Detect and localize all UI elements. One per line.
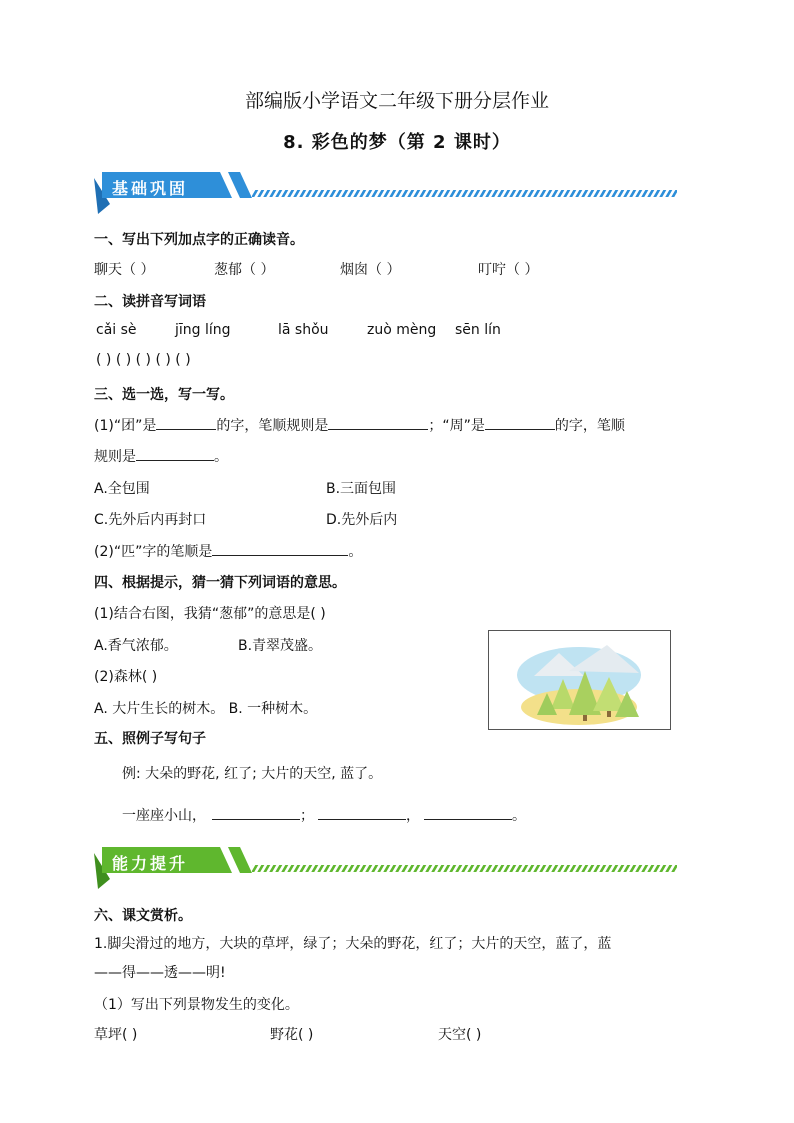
q5-example: 例: 大朵的野花, 红了; 大片的天空, 蓝了。 bbox=[122, 766, 383, 782]
q5-blank-2[interactable] bbox=[318, 805, 406, 820]
banner-advanced-label: 能力提升 bbox=[112, 854, 189, 873]
q4-sub2: (2)森林( ) bbox=[94, 669, 158, 685]
q3-blank-4[interactable] bbox=[136, 446, 214, 461]
forest-illustration bbox=[488, 630, 671, 730]
q5-blank-3[interactable] bbox=[424, 805, 512, 820]
q1-item-4: 叮咛（ ） bbox=[478, 262, 539, 278]
q5-blank-1[interactable] bbox=[212, 805, 300, 820]
q3-part1-line2 bbox=[94, 446, 228, 466]
q6-sub1: （1）写出下列景物发生的变化。 bbox=[94, 997, 299, 1013]
q3-text-d: 的字，笔顺 bbox=[554, 418, 625, 434]
q2-pinyin-5: sēn lín bbox=[455, 322, 501, 338]
q5-prompt: 一座座小山， bbox=[122, 808, 206, 824]
q3-blank-1[interactable] bbox=[156, 415, 216, 430]
q2-pinyin-2: jīng líng bbox=[175, 322, 231, 338]
q6-field-sky: 天空( ) bbox=[438, 1027, 482, 1043]
q3-blank-3[interactable] bbox=[485, 415, 555, 430]
q1-item-3: 烟囱（ ） bbox=[340, 262, 401, 278]
q3-part2 bbox=[94, 541, 362, 561]
q6-heading: 六、课文赏析。 bbox=[94, 908, 192, 924]
q5-answer-line bbox=[122, 805, 526, 825]
q6-passage-line2: ——得——透——明! bbox=[94, 965, 226, 981]
q6-passage-line1: 1.脚尖滑过的地方，大块的草坪，绿了；大朵的野花，红了；大片的天空，蓝了，蓝 bbox=[94, 936, 612, 952]
banner-basic-label: 基础巩固 bbox=[112, 179, 189, 198]
q5-heading: 五、照例子写句子 bbox=[94, 731, 206, 747]
q3-blank-2[interactable] bbox=[328, 415, 428, 430]
q2-pinyin-1: cǎi sè bbox=[96, 322, 137, 338]
q2-heading: 二、读拼音写词语 bbox=[94, 294, 206, 310]
q3-text-b: 的字，笔顺规则是 bbox=[216, 418, 329, 434]
q5-end: 。 bbox=[512, 808, 526, 824]
lesson-subtitle: 8. 彩色的梦（第 2 课时） bbox=[283, 132, 511, 153]
q3-text-e: 规则是 bbox=[94, 449, 136, 465]
q3-text-f: 。 bbox=[214, 449, 228, 465]
q3-p2-text-a: (2)“匹”字的笔顺是 bbox=[94, 544, 213, 560]
q3-option-d: D.先外后内 bbox=[326, 512, 398, 528]
q3-option-c: C.先外后内再封口 bbox=[94, 512, 207, 528]
q1-item-2: 葱郁（ ） bbox=[214, 262, 275, 278]
q2-pinyin-3: lā shǒu bbox=[278, 322, 329, 338]
q2-pinyin-4: zuò mèng bbox=[367, 322, 437, 338]
page-title: 部编版小学语文二年级下册分层作业 bbox=[244, 90, 549, 112]
q5-sep-2: ， bbox=[406, 808, 420, 824]
q4-heading: 四、根据提示，猜一猜下列词语的意思。 bbox=[94, 575, 346, 591]
q4-sub1-option-b: B.青翠茂盛。 bbox=[238, 638, 323, 654]
q5-sep-1: ； bbox=[300, 808, 314, 824]
q3-heading: 三、选一选，写一写。 bbox=[94, 387, 234, 403]
q3-option-a: A.全包围 bbox=[94, 481, 150, 497]
q6-field-flowers: 野花( ) bbox=[270, 1027, 314, 1043]
section-banner-advanced bbox=[94, 843, 679, 889]
q3-text-a: (1)“团”是 bbox=[94, 418, 157, 434]
q1-item-1: 聊天（ ） bbox=[94, 262, 155, 278]
q3-text-c: ；“周”是 bbox=[428, 418, 485, 434]
q3-part1-line1 bbox=[94, 415, 625, 435]
q3-blank-5[interactable] bbox=[212, 541, 348, 556]
section-banner-basic bbox=[94, 168, 679, 214]
q4-sub1-option-a: A.香气浓郁。 bbox=[94, 638, 178, 654]
q2-answer-parens: ( ) ( ) ( ) ( ) ( ) bbox=[96, 352, 191, 368]
q3-p2-text-b: 。 bbox=[348, 544, 363, 560]
q1-heading: 一、写出下列加点字的正确读音。 bbox=[94, 232, 304, 248]
q4-sub2-options: A. 大片生长的树木。 B. 一种树木。 bbox=[94, 701, 318, 717]
q6-field-grass: 草坪( ) bbox=[94, 1027, 138, 1043]
q4-sub1: (1)结合右图，我猜“葱郁”的意思是( ) bbox=[94, 606, 326, 622]
q3-option-b: B.三面包围 bbox=[326, 481, 397, 497]
